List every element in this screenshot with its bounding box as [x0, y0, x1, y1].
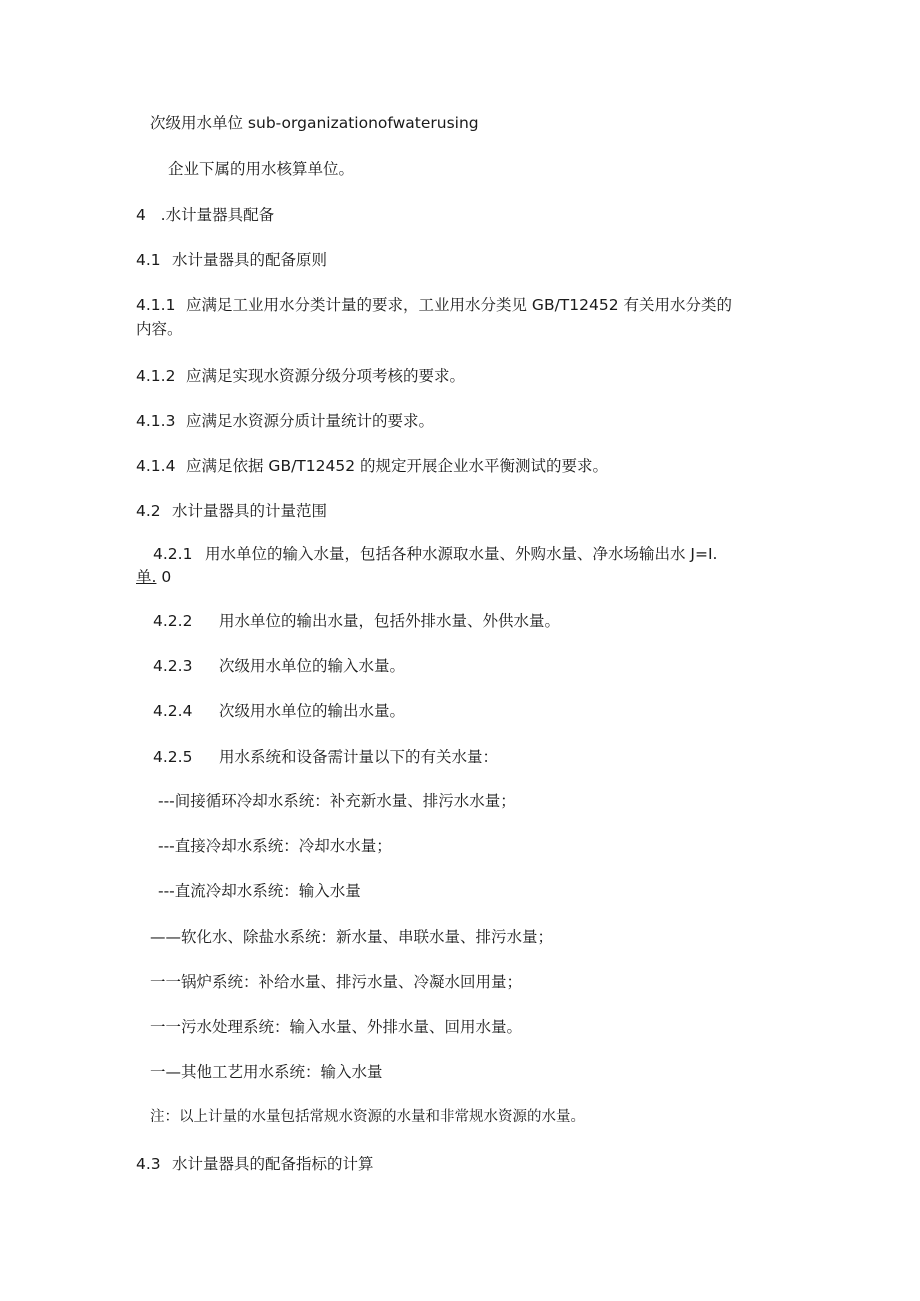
- section-heading-4-3: [136, 1153, 374, 1175]
- list-item: [150, 971, 522, 993]
- clause-4-2-1: [153, 543, 718, 565]
- list-item-text: ---直流冷却水系统：输入水量: [158, 882, 361, 900]
- list-item-text: 一—其他工艺用水系统：输入水量: [150, 1063, 383, 1081]
- clause-text: 水计量器具的配备指标的计算: [172, 1155, 374, 1173]
- clause-number: 4.2: [136, 502, 161, 520]
- clause-number: 4.2.3: [153, 657, 193, 675]
- clause-4-2-1-continuation: [136, 566, 171, 588]
- list-item-text: 一一污水处理系统：输入水量、外排水量、回用水量。: [150, 1018, 523, 1036]
- clause-number: 4.1.1: [136, 296, 176, 314]
- list-item-text: ——软化水、除盐水系统：新水量、串联水量、排污水量；: [150, 928, 554, 946]
- clause-4-1-3: [136, 410, 434, 432]
- clause-number: 4.2.2: [153, 612, 193, 630]
- clause-number: 4.2.4: [153, 702, 193, 720]
- clause-text: 用水单位的输出水量，包括外排水量、外供水量。: [219, 612, 561, 630]
- clause-text: 内容。: [136, 320, 183, 338]
- clause-4-1-2: [136, 365, 465, 387]
- list-item: [158, 880, 361, 902]
- clause-number: 4.1.3: [136, 412, 176, 430]
- section-heading-4-text: 4 .水计量器具配备: [136, 206, 275, 224]
- clause-text: 应满足水资源分质计量统计的要求。: [186, 412, 435, 430]
- note: [150, 1106, 585, 1128]
- clause-number: 4.2.1: [153, 545, 193, 563]
- clause-text: 应满足工业用水分类计量的要求，工业用水分类见 GB/T12452 有关用水分类的: [186, 296, 732, 314]
- list-item: [158, 835, 392, 857]
- clause-text: 应满足依据 GB/T12452 的规定开展企业水平衡测试的要求。: [186, 457, 608, 475]
- clause-text: 用水系统和设备需计量以下的有关水量：: [219, 748, 499, 766]
- list-item-text: ---间接循环冷却水系统：补充新水量、排污水水量；: [158, 792, 516, 810]
- clause-number: 4.1.2: [136, 367, 176, 385]
- clause-text-underlined: 单.: [136, 568, 157, 586]
- clause-4-2-5: [153, 746, 498, 768]
- list-item: [150, 1016, 522, 1038]
- term-definition-text: 企业下属的用水核算单位。: [168, 160, 355, 178]
- section-heading-4-1: [136, 249, 327, 271]
- clause-text: 次级用水单位的输出水量。: [219, 702, 406, 720]
- list-item: [158, 790, 516, 812]
- clause-number: 4.2.5: [153, 748, 193, 766]
- section-heading-4-2: [136, 500, 327, 522]
- term-definition: [168, 158, 354, 180]
- clause-4-1-4: [136, 455, 608, 477]
- clause-4-2-3: [153, 655, 405, 677]
- clause-text: 水计量器具的配备原则: [172, 251, 328, 269]
- list-item-text: 一一锅炉系统：补给水量、排污水量、冷凝水回用量；: [150, 973, 523, 991]
- clause-text: 0: [156, 568, 172, 586]
- clause-number: 4.3: [136, 1155, 161, 1173]
- clause-text: 应满足实现水资源分级分项考核的要求。: [186, 367, 466, 385]
- list-item-text: ---直接冷却水系统：冷却水水量；: [158, 837, 392, 855]
- section-heading-4: [136, 204, 274, 226]
- clause-4-1-1: [136, 294, 732, 316]
- clause-text: 水计量器具的计量范围: [172, 502, 328, 520]
- clause-4-2-4: [153, 700, 405, 722]
- note-text: 注：以上计量的水量包括常规水资源的水量和非常规水资源的水量。: [150, 1109, 585, 1125]
- clause-4-1-1-continuation: [136, 318, 183, 340]
- term-heading: [150, 112, 479, 134]
- clause-text: 用水单位的输入水量，包括各种水源取水量、外购水量、净水场输出水 J=I.: [205, 545, 718, 563]
- clause-number: 4.1: [136, 251, 161, 269]
- clause-number: 4.1.4: [136, 457, 176, 475]
- list-item: [150, 1061, 383, 1083]
- list-item: [150, 926, 553, 948]
- term-heading-text: 次级用水单位 sub-organizationofwaterusing: [150, 114, 479, 132]
- clause-text: 次级用水单位的输入水量。: [219, 657, 406, 675]
- clause-4-2-2: [153, 610, 560, 632]
